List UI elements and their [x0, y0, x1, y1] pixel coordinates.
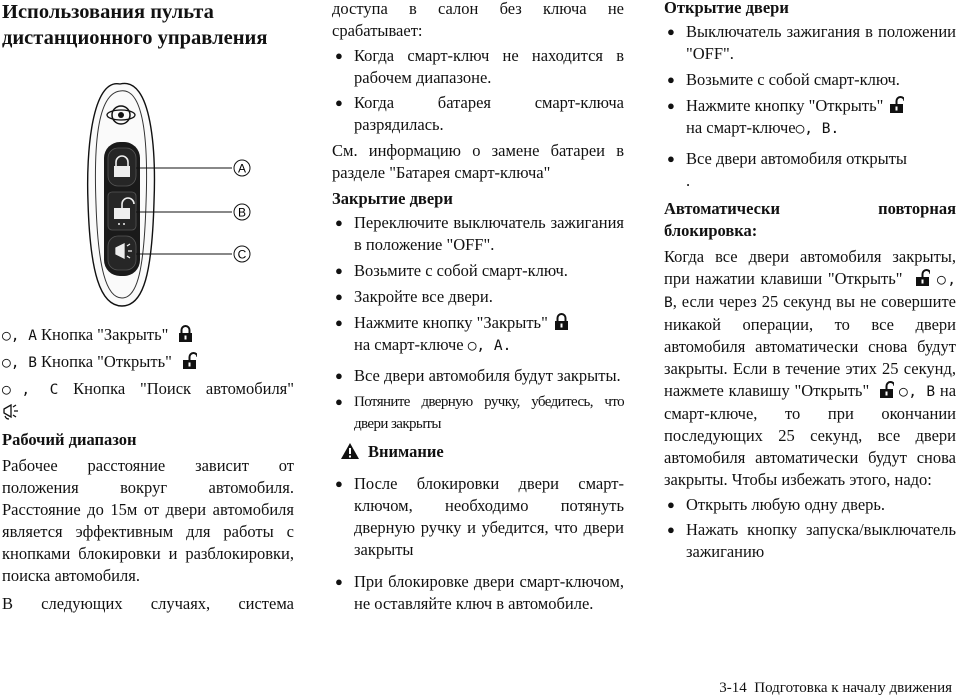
list-item: ● Нажать кнопку запуска/выключатель зажиганию: [667, 520, 956, 561]
list-item: ● Возьмите с собой смарт-ключ.: [335, 261, 568, 280]
range-heading: Рабочий диапазон: [2, 430, 137, 449]
list-item: ● Все двери автомобиля открыты .: [667, 149, 907, 190]
cases-continuation: доступа в салон без ключа не срабатывает:: [332, 0, 624, 40]
button-b-legend: ○, B Кнопка "Открыть": [2, 351, 294, 374]
list-item: ● Нажмите кнопку "Закрыть" на смарт-ключе ○, A.: [332, 312, 624, 357]
list-item: ● Переключите выключатель зажигания в положение "OFF".: [335, 213, 624, 254]
relock-heading: Автоматически повторная блокировка:: [664, 199, 956, 240]
lock-open-icon: [889, 96, 904, 113]
cases-intro: В следующих случаях, система: [2, 594, 294, 613]
panic-horn-icon: [2, 402, 20, 420]
list-item: ● После блокировки двери смарт-ключом, необходимо потянуть дверную ручку и убедится, что двери закрыты: [335, 474, 624, 559]
battery-reference: См. информацию о замене батареи в разделе "Батарея смарт-ключа": [332, 141, 624, 182]
list-item: ● При блокировке двери смарт-ключом, не оставляйте ключ в автомобиле.: [335, 572, 624, 613]
open-heading: Открытие двери: [664, 0, 789, 17]
list-item: ● Когда смарт-ключ не находится в рабочем диапазоне.: [335, 46, 624, 87]
list-item: ● Выключатель зажигания в положении "OFF".: [667, 22, 956, 63]
relock-text: Когда все двери автомобиля закрыты, при нажатии клавиши "Открыть" ○, B, если через 25 секунд вы не совершите никакой операции, то все двери автомобиля автоматически снова будут закрыты. Если в течение этих 25 секунд, нажмете клавишу "Открыть" ○, B на смарт-ключе, то при окончании последующих 25 секунд, все двери автомобиля автоматически будут снова закрыты. Чтобы избежать этого, надо:: [664, 247, 956, 489]
warning-heading: Внимание: [332, 441, 624, 463]
smart-key-remote-illustration: [74, 82, 264, 308]
list-item: ● Потяните дверную ручку, убедитесь, что двери закрыты: [335, 394, 624, 432]
remote-label-a: A: [237, 161, 247, 176]
remote-label-c: C: [237, 247, 247, 262]
lock-closed-icon: [178, 325, 193, 342]
warning-icon: [340, 442, 360, 460]
page-number: 3-14: [719, 680, 747, 696]
button-a-legend: ○, A Кнопка "Закрыть": [2, 324, 294, 347]
list-item: ● Открыть любую одну дверь.: [667, 495, 886, 514]
column-left: [2, 0, 294, 613]
column-right: [664, 0, 956, 563]
column-middle: [332, 0, 624, 615]
lock-open-icon: [879, 381, 894, 398]
list-item: ● Нажмите кнопку "Открыть" на смарт-ключе○, B.: [664, 95, 956, 140]
section-name: Подготовка к началу движения: [754, 680, 952, 696]
button-c-legend: ○, C Кнопка "Поиск автомобиля": [2, 379, 294, 398]
range-text: Рабочее расстояние зависит от положения вокруг автомобиля. Расстояние до 15м от двери автомобиля является эффективным для работы с кнопками блокировки и разблокировки, поиска автомобиля.: [2, 456, 294, 585]
lock-open-icon: [182, 352, 197, 369]
close-heading: Закрытие двери: [332, 189, 453, 208]
page-footer: [719, 678, 952, 698]
remote-label-b: B: [237, 205, 247, 220]
list-item: ● Закройте все двери.: [335, 287, 493, 306]
lock-open-icon: [915, 269, 930, 286]
list-item: ● Когда батарея смарт-ключа разрядилась.: [335, 93, 624, 134]
list-item: ● Все двери автомобиля будут закрыты.: [335, 366, 621, 385]
lock-closed-icon: [554, 313, 569, 330]
section-title: Использования пульта дистанционного управления: [2, 1, 268, 49]
list-item: ● Возьмите с собой смарт-ключ.: [667, 70, 900, 89]
